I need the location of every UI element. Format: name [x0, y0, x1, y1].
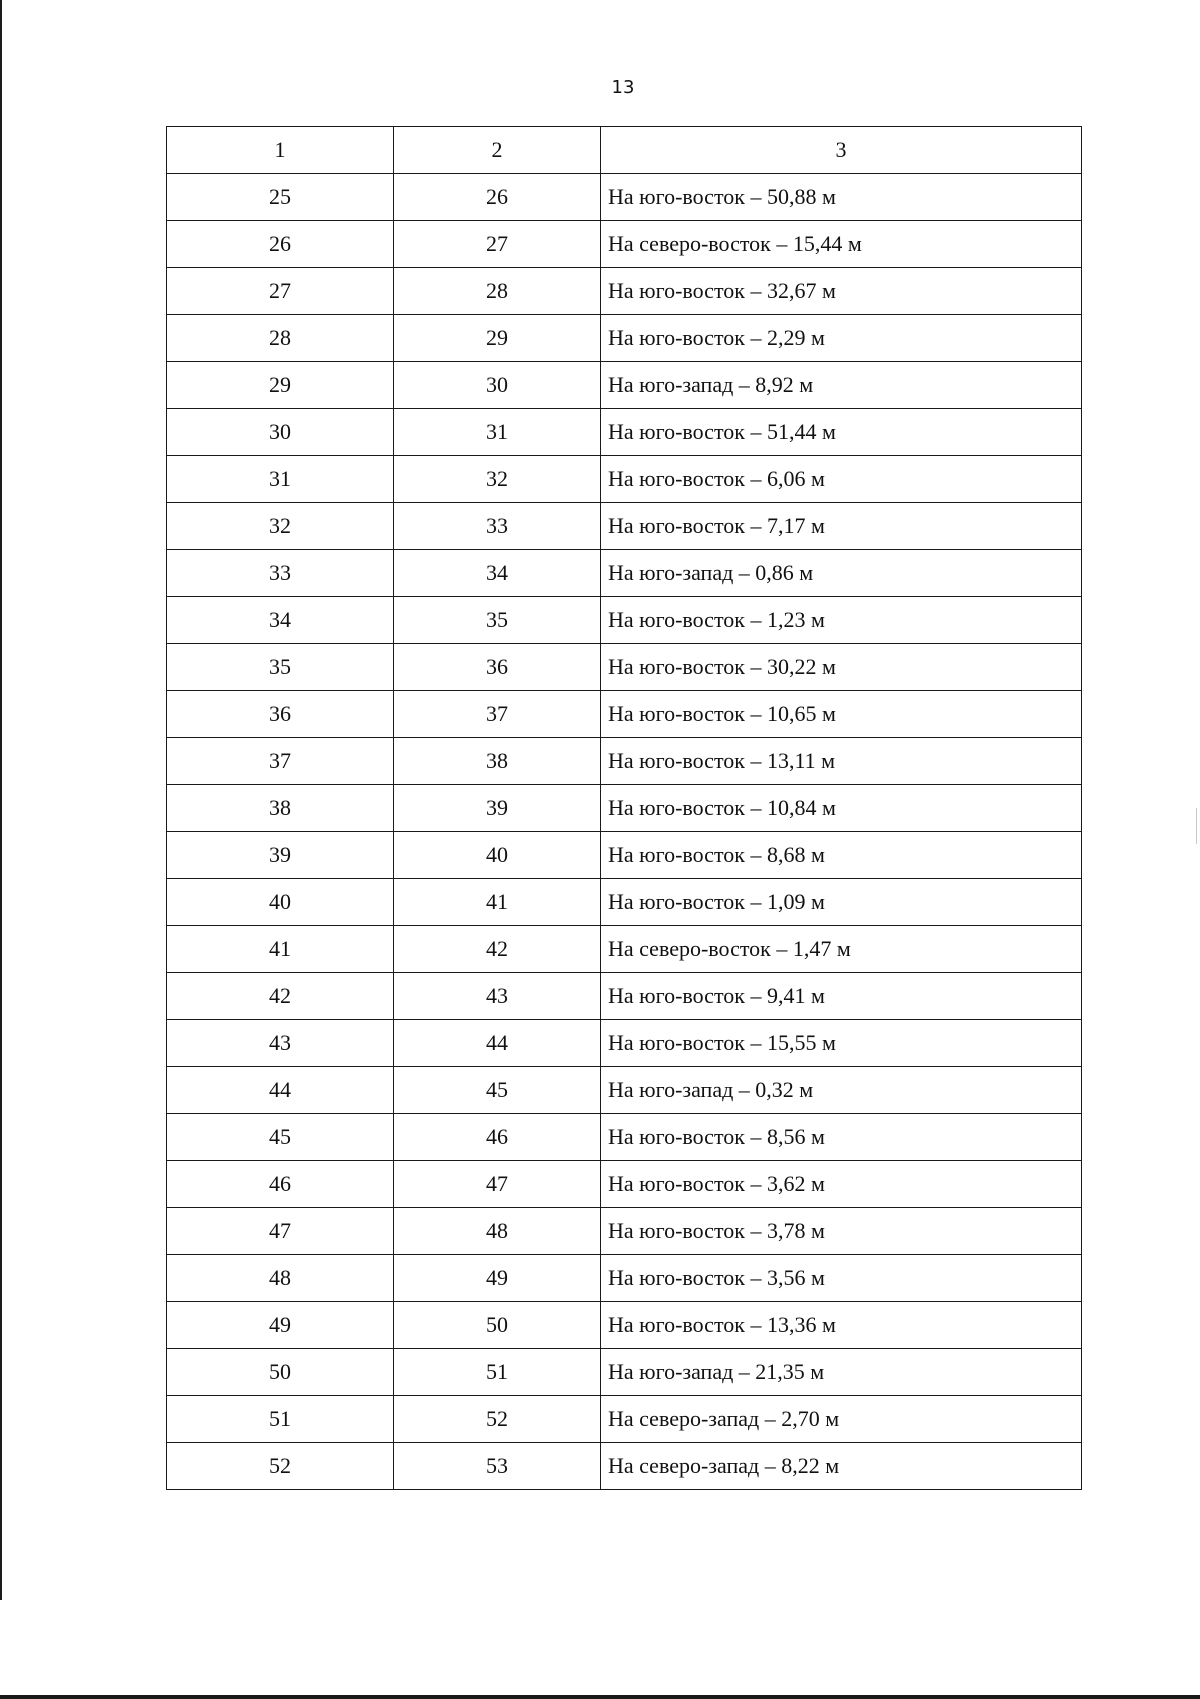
direction-distance-cell: На юго-восток – 8,56 м	[601, 1114, 1082, 1161]
from-point-cell: 41	[167, 926, 394, 973]
direction-distance-cell: На юго-запад – 21,35 м	[601, 1349, 1082, 1396]
to-point-cell: 43	[394, 973, 601, 1020]
from-point-cell: 31	[167, 456, 394, 503]
direction-distance-cell: На северо-запад – 8,22 м	[601, 1443, 1082, 1490]
table-header-row	[167, 127, 1082, 174]
table-row	[167, 362, 1082, 409]
to-point-cell: 51	[394, 1349, 601, 1396]
direction-distance-cell: На юго-восток – 9,41 м	[601, 973, 1082, 1020]
direction-distance-cell: На юго-восток – 30,22 м	[601, 644, 1082, 691]
table-body	[167, 174, 1082, 1490]
direction-distance-cell: На юго-восток – 10,84 м	[601, 785, 1082, 832]
table-row	[167, 1208, 1082, 1255]
direction-distance-cell: На юго-восток – 8,68 м	[601, 832, 1082, 879]
to-point-cell: 49	[394, 1255, 601, 1302]
to-point-cell: 52	[394, 1396, 601, 1443]
to-point-cell: 48	[394, 1208, 601, 1255]
direction-distance-cell: На юго-восток – 1,09 м	[601, 879, 1082, 926]
direction-distance-cell: На северо-восток – 1,47 м	[601, 926, 1082, 973]
to-point-cell: 46	[394, 1114, 601, 1161]
table-row	[167, 691, 1082, 738]
table-row	[167, 174, 1082, 221]
direction-distance-cell: На юго-восток – 13,36 м	[601, 1302, 1082, 1349]
to-point-cell: 30	[394, 362, 601, 409]
from-point-cell: 38	[167, 785, 394, 832]
direction-distance-cell: На юго-восток – 3,56 м	[601, 1255, 1082, 1302]
from-point-cell: 44	[167, 1067, 394, 1114]
from-point-cell: 42	[167, 973, 394, 1020]
table-row	[167, 550, 1082, 597]
table-row	[167, 1255, 1082, 1302]
to-point-cell: 35	[394, 597, 601, 644]
direction-distance-cell: На юго-восток – 50,88 м	[601, 174, 1082, 221]
to-point-cell: 31	[394, 409, 601, 456]
table-row	[167, 973, 1082, 1020]
to-point-cell: 44	[394, 1020, 601, 1067]
from-point-cell: 29	[167, 362, 394, 409]
direction-distance-cell: На юго-восток – 10,65 м	[601, 691, 1082, 738]
from-point-cell: 50	[167, 1349, 394, 1396]
column-header-1: 1	[167, 127, 394, 174]
from-point-cell: 28	[167, 315, 394, 362]
from-point-cell: 35	[167, 644, 394, 691]
direction-distance-cell: На северо-восток – 15,44 м	[601, 221, 1082, 268]
page-number: 13	[611, 77, 635, 98]
table-row	[167, 1161, 1082, 1208]
scan-border-bottom	[0, 1695, 1200, 1699]
to-point-cell: 34	[394, 550, 601, 597]
direction-distance-cell: На юго-запад – 0,32 м	[601, 1067, 1082, 1114]
to-point-cell: 53	[394, 1443, 601, 1490]
to-point-cell: 39	[394, 785, 601, 832]
to-point-cell: 47	[394, 1161, 601, 1208]
to-point-cell: 28	[394, 268, 601, 315]
table-row	[167, 1114, 1082, 1161]
to-point-cell: 41	[394, 879, 601, 926]
direction-distance-cell: На юго-восток – 51,44 м	[601, 409, 1082, 456]
column-header-3: 3	[601, 127, 1082, 174]
table-row	[167, 644, 1082, 691]
from-point-cell: 46	[167, 1161, 394, 1208]
direction-distance-cell: На северо-запад – 2,70 м	[601, 1396, 1082, 1443]
to-point-cell: 36	[394, 644, 601, 691]
direction-distance-cell: На юго-восток – 2,29 м	[601, 315, 1082, 362]
to-point-cell: 38	[394, 738, 601, 785]
direction-distance-cell: На юго-восток – 3,78 м	[601, 1208, 1082, 1255]
direction-distance-cell: На юго-запад – 0,86 м	[601, 550, 1082, 597]
to-point-cell: 32	[394, 456, 601, 503]
direction-distance-cell: На юго-восток – 6,06 м	[601, 456, 1082, 503]
table-row	[167, 738, 1082, 785]
to-point-cell: 40	[394, 832, 601, 879]
to-point-cell: 45	[394, 1067, 601, 1114]
to-point-cell: 27	[394, 221, 601, 268]
boundary-segments-table	[166, 126, 1082, 1490]
table-row	[167, 785, 1082, 832]
from-point-cell: 49	[167, 1302, 394, 1349]
table-row	[167, 1067, 1082, 1114]
table-row	[167, 926, 1082, 973]
to-point-cell: 33	[394, 503, 601, 550]
column-header-2: 2	[394, 127, 601, 174]
from-point-cell: 52	[167, 1443, 394, 1490]
from-point-cell: 25	[167, 174, 394, 221]
table-row	[167, 268, 1082, 315]
table-row	[167, 1020, 1082, 1067]
direction-distance-cell: На юго-восток – 7,17 м	[601, 503, 1082, 550]
from-point-cell: 45	[167, 1114, 394, 1161]
from-point-cell: 36	[167, 691, 394, 738]
table-row	[167, 315, 1082, 362]
scan-artifact-mark	[1196, 808, 1197, 844]
table-row	[167, 503, 1082, 550]
from-point-cell: 40	[167, 879, 394, 926]
table-row	[167, 1396, 1082, 1443]
table-row	[167, 597, 1082, 644]
table-row	[167, 1349, 1082, 1396]
from-point-cell: 34	[167, 597, 394, 644]
to-point-cell: 26	[394, 174, 601, 221]
direction-distance-cell: На юго-восток – 32,67 м	[601, 268, 1082, 315]
table-row	[167, 832, 1082, 879]
from-point-cell: 33	[167, 550, 394, 597]
from-point-cell: 51	[167, 1396, 394, 1443]
from-point-cell: 39	[167, 832, 394, 879]
table-header	[167, 127, 1082, 174]
boundary-table-container	[166, 126, 1081, 1490]
table-row	[167, 409, 1082, 456]
from-point-cell: 47	[167, 1208, 394, 1255]
table-row	[167, 456, 1082, 503]
scan-border-left	[0, 0, 2, 1600]
direction-distance-cell: На юго-восток – 13,11 м	[601, 738, 1082, 785]
from-point-cell: 48	[167, 1255, 394, 1302]
table-row	[167, 879, 1082, 926]
from-point-cell: 30	[167, 409, 394, 456]
to-point-cell: 37	[394, 691, 601, 738]
to-point-cell: 42	[394, 926, 601, 973]
from-point-cell: 27	[167, 268, 394, 315]
to-point-cell: 50	[394, 1302, 601, 1349]
direction-distance-cell: На юго-восток – 3,62 м	[601, 1161, 1082, 1208]
direction-distance-cell: На юго-запад – 8,92 м	[601, 362, 1082, 409]
table-row	[167, 1443, 1082, 1490]
direction-distance-cell: На юго-восток – 1,23 м	[601, 597, 1082, 644]
table-row	[167, 1302, 1082, 1349]
from-point-cell: 43	[167, 1020, 394, 1067]
from-point-cell: 37	[167, 738, 394, 785]
table-row	[167, 221, 1082, 268]
direction-distance-cell: На юго-восток – 15,55 м	[601, 1020, 1082, 1067]
from-point-cell: 26	[167, 221, 394, 268]
to-point-cell: 29	[394, 315, 601, 362]
from-point-cell: 32	[167, 503, 394, 550]
